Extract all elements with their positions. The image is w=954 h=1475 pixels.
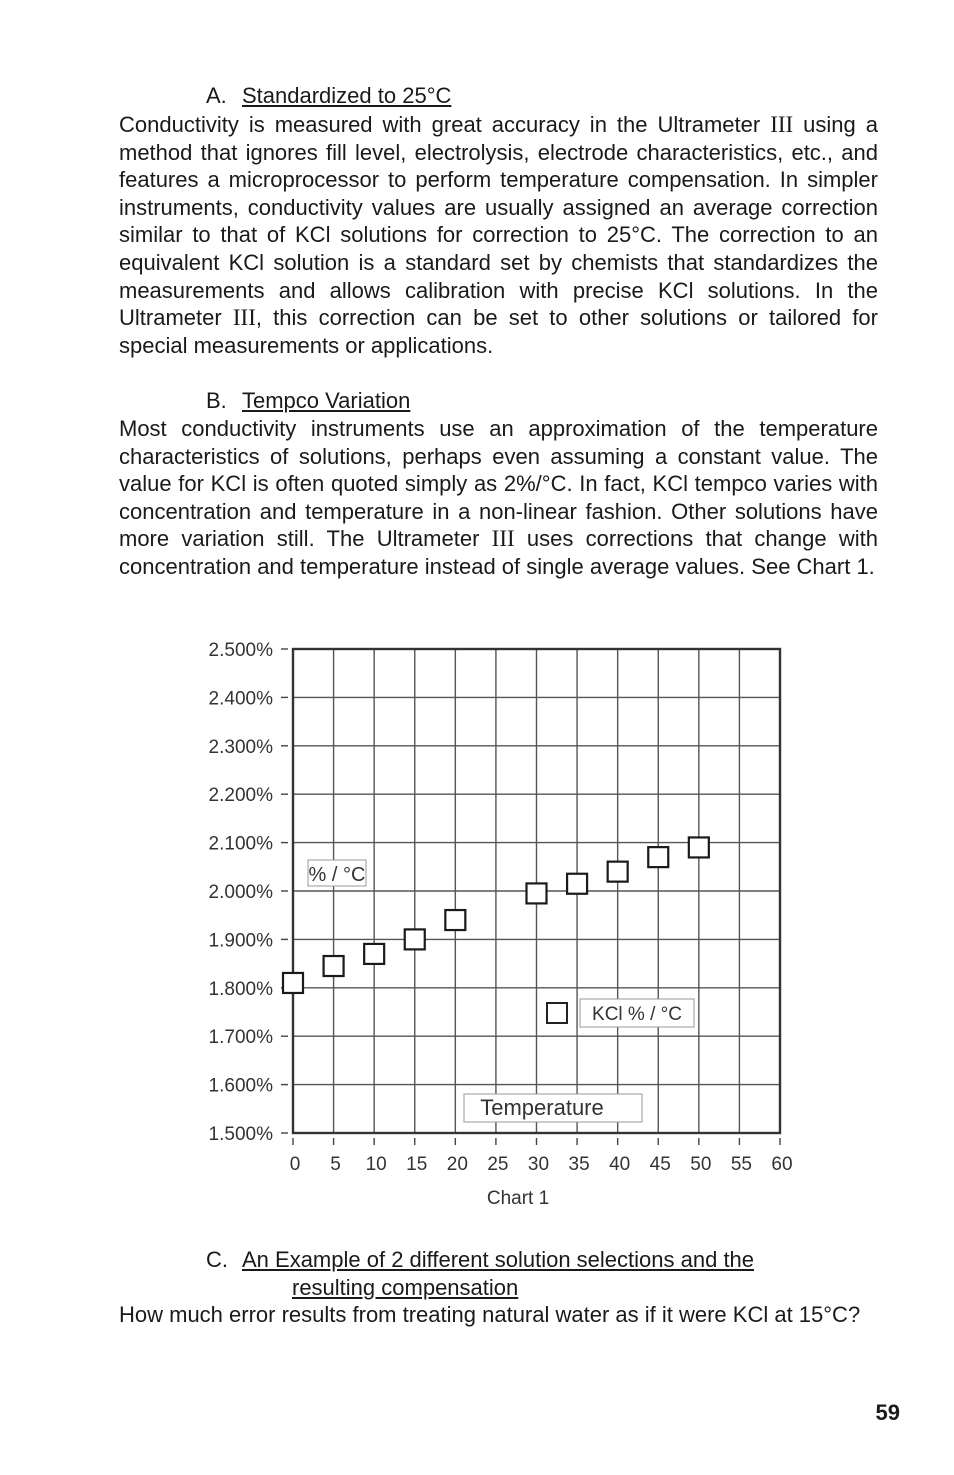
data-point <box>283 973 303 993</box>
y-tick-label: 1.600% <box>208 1075 273 1097</box>
legend-marker <box>547 1003 567 1023</box>
text-run: uses corrections that change with concentration and temperature instead of single average values. See Chart 1. <box>119 526 878 579</box>
x-tick-label: 60 <box>771 1154 793 1175</box>
data-point <box>405 929 425 949</box>
x-tick-label: 0 <box>289 1154 301 1175</box>
data-point <box>689 837 709 857</box>
y-tick-label: 2.200% <box>208 785 273 807</box>
x-tick-label: 5 <box>330 1154 341 1175</box>
legend <box>547 999 694 1027</box>
x-tick-label: 55 <box>730 1154 752 1175</box>
x-axis-ticks <box>290 1138 793 1175</box>
data-point <box>648 847 668 867</box>
text-run: Most conductivity instruments use an approximation of the temperature characteristics of solutions, perhaps even assuming a constant value. The value for KCl is often quoted simply as 2%/°C. In fact, KCl tempco varies with concentration and temperature in a non-linear fashion. Other solutions have more variation still. The Ultrameter <box>119 416 878 552</box>
roman-numeral: III <box>232 305 256 331</box>
y-tick-label: 1.800% <box>208 978 273 1000</box>
data-point <box>324 956 344 976</box>
section-a-letter: A. <box>206 83 227 108</box>
roman-numeral: III <box>491 526 515 552</box>
section-a-title: Standardized to 25°C <box>242 83 452 108</box>
y-axis-label-box <box>308 860 366 886</box>
y-tick-label: 2.300% <box>208 736 273 758</box>
y-tick-label: 2.500% <box>208 640 273 661</box>
section-c-question: How much error results from treating natural water as if it were KCl at 15°C? <box>119 1302 861 1327</box>
x-tick-label: 20 <box>446 1154 468 1175</box>
y-tick-label: 1.500% <box>208 1124 273 1145</box>
x-tick-label: 35 <box>568 1154 590 1175</box>
y-tick-label: 1.900% <box>208 930 273 952</box>
x-tick-label: 45 <box>649 1154 671 1175</box>
data-point <box>364 944 384 964</box>
y-tick-label: 2.000% <box>208 882 273 903</box>
chart-caption: Chart 1 <box>486 1188 550 1209</box>
legend-label: KCl % / °C <box>592 1004 682 1025</box>
text-run: , this correction can be set to other solutions or tailored for special measurements or applications. <box>119 305 878 358</box>
x-tick-label: 25 <box>487 1154 509 1175</box>
x-tick-label: 15 <box>406 1154 428 1175</box>
y-tick-label: 1.700% <box>208 1027 273 1049</box>
section-c-title-line1: An Example of 2 different solution selections and the <box>242 1247 755 1272</box>
section-c-title-line2: resulting compensation <box>292 1275 519 1300</box>
x-tick-label: 10 <box>365 1154 387 1175</box>
y-tick-label: 2.100% <box>208 833 273 855</box>
x-tick-label: 50 <box>690 1154 712 1175</box>
x-tick-label: 30 <box>527 1154 550 1175</box>
text-run: using a method that ignores fill level, electrolysis, electrode characteristics, etc., and features a microprocessor to perform temperature compensation. In simpler instruments, conductivity values are usually assigned an average correction similar to that of KCl solutions for correction to 25°C. The correction to an equivalent KCl solution is a standard set by chemists that standardizes the measurements and allows calibration with precise KCl solutions. In the Ultrameter <box>119 112 878 331</box>
section-c-letter: C. <box>206 1247 228 1272</box>
y-tick-label: 2.400% <box>208 688 273 710</box>
section-b-title: Tempco Variation <box>242 388 411 413</box>
x-axis-label: Temperature <box>480 1095 604 1120</box>
data-point <box>567 874 587 894</box>
x-tick-label: 40 <box>609 1154 631 1175</box>
page-number: 59 <box>875 1400 900 1425</box>
data-point <box>527 883 547 903</box>
y-axis-ticks <box>209 640 288 1145</box>
roman-numeral: III <box>770 112 794 137</box>
section-c-heading <box>206 1246 754 1274</box>
data-point <box>608 862 628 882</box>
y-axis-label: % / °C <box>308 864 366 886</box>
section-b-letter: B. <box>206 388 227 413</box>
text-run: Conductivity is measured with great accuracy in the Ultrameter <box>119 112 771 137</box>
x-axis-label-box <box>464 1094 642 1122</box>
data-point <box>445 910 465 930</box>
